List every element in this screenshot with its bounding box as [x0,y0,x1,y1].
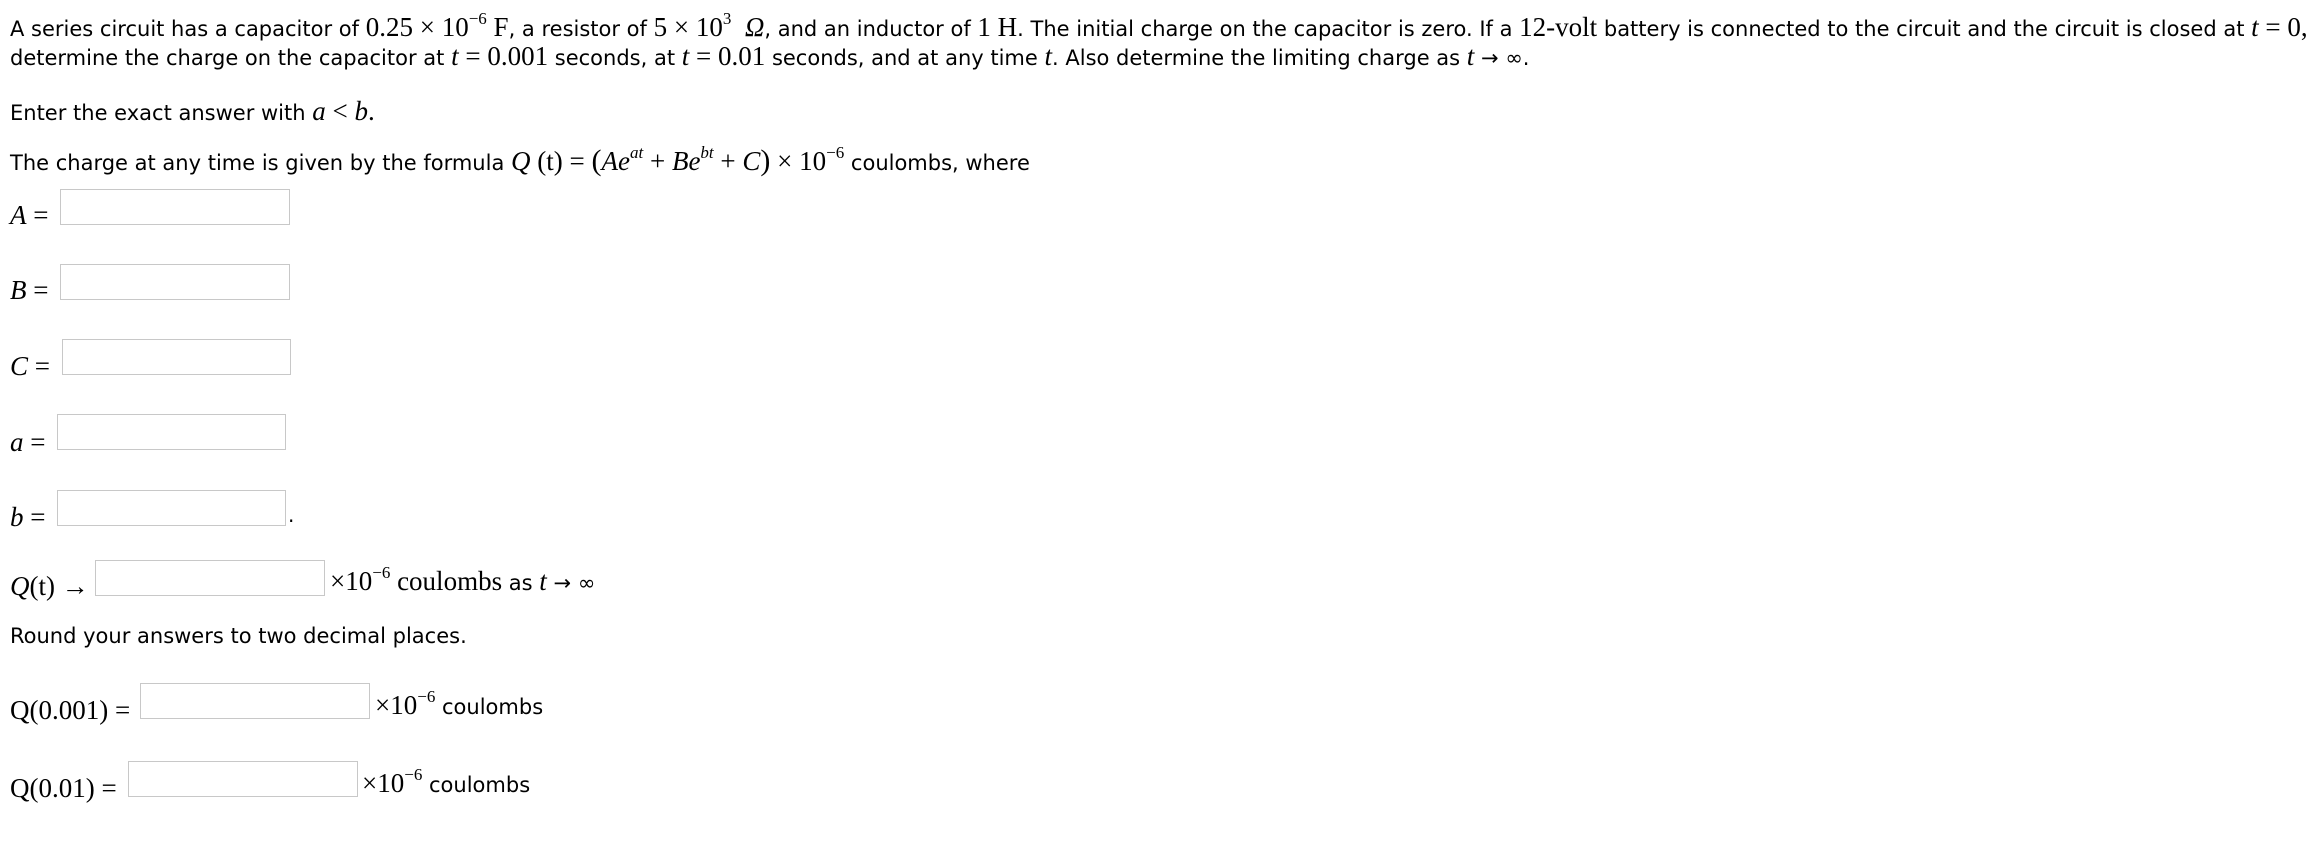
instruction: Enter the exact answer with a < b. [10,96,375,126]
input-limit[interactable] [95,560,325,596]
inductance: 1 H [977,12,1018,42]
input-B[interactable] [60,264,290,300]
label-limit: Q(t) → [10,571,89,601]
formula-line: The charge at any time is given by the formula Q $(t) = (Ae^{at} + Be^{bt} + C) \times 10^{-6}$ coulombs, where [10,143,1030,177]
q1-units: $\times 10^{-6}$ coulombs [375,687,544,720]
input-C[interactable] [62,339,291,375]
q2-units: $\times 10^{-6}$ coulombs [362,765,531,798]
input-A[interactable] [60,189,290,225]
label-A: A = [10,200,49,230]
capacitance: $0.25 \times 10^{-6}$ F [365,9,509,42]
limit-units: $\times 10^{-6}$ coulombs as t → ∞ [330,563,596,596]
round-instruction: Round your answers to two decimal places. [10,624,467,648]
label-a: a = [10,427,46,457]
label-B: B = [10,275,49,305]
charge-formula: Q $(t) = (Ae^{at} + Be^{bt} + C) \times 10^{-6}$ [511,143,845,177]
label-b: b = [10,502,46,532]
label-q2: Q(0.01) = [10,773,117,803]
input-q2[interactable] [128,761,358,797]
resistance: $5 \times 10^3$ Ω [653,9,765,42]
input-q1[interactable] [140,683,370,719]
period: . [288,503,295,527]
label-q1: Q(0.001) = [10,695,131,725]
voltage: 12-volt [1519,12,1598,42]
input-b[interactable] [57,490,286,526]
problem-line-2: determine the charge on the capacitor at t = 0.001 seconds, at t = 0.01 seconds, and at any time t. Also determine the limiting charge as t → ∞. [10,41,1530,71]
input-a[interactable] [57,414,286,450]
problem-line-1: A series circuit has a capacitor of $0.25 \times 10^{-6}$ F, a resistor of $5 \times 10^3$ Ω, and an inductor of 1 H. The initial charge on the capacitor is zero. If a 12-volt battery is connected to the circuit and the circuit is closed at t = 0, [10,9,2308,42]
label-C: C = [10,351,50,381]
